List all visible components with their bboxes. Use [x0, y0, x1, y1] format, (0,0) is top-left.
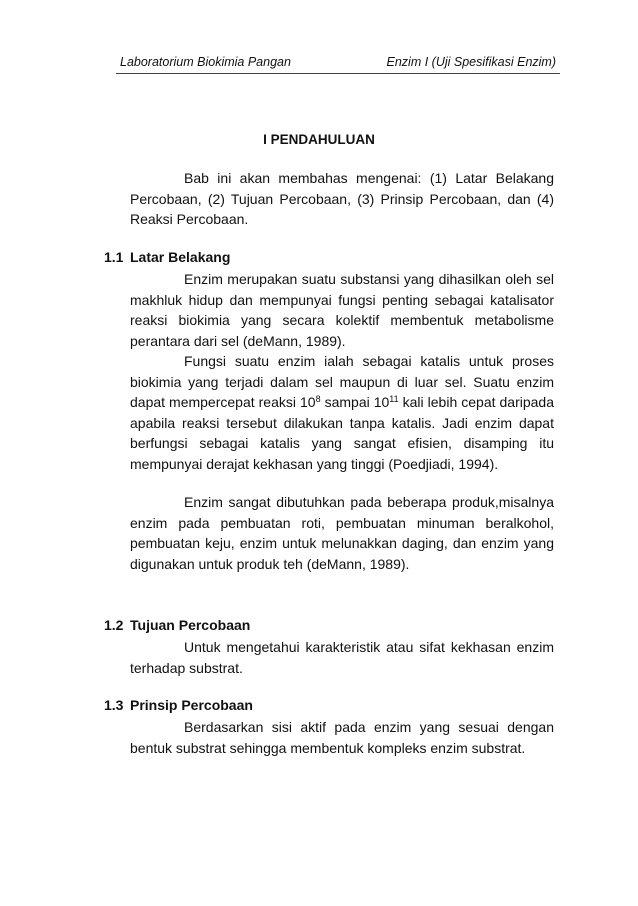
paragraph-text: Enzim merupakan suatu substansi yang dihasilkan oleh sel makhluk hidup dan mempunyai fungsi penting sebagai katalisator reaksi biokimia yang secara kolektif membentuk metabolisme perantara dari sel (deMann, 1989). [130, 271, 554, 349]
section-heading-1-2 [104, 617, 250, 633]
background-paragraph-3 [130, 492, 554, 574]
paragraph-text: kali lebih cepat daripada apabila reaksi tersebut dilakukan tanpa katalis. Jadi enzim dapat berfungsi sebagai katalis yang sangat efisien, disamping itu mempunyai derajat kekhasan yang tinggi (Poedjiadi, 1994). [130, 394, 554, 472]
superscript: 11 [389, 394, 399, 405]
section-number: 1.1 [104, 249, 124, 265]
background-paragraph-1 [130, 269, 554, 351]
superscript: 8 [315, 394, 321, 405]
section-title: Prinsip Percobaan [130, 697, 253, 713]
section-title: Tujuan Percobaan [130, 617, 251, 633]
intro-text: Bab ini akan membahas mengenai: (1) Latar Belakang Percobaan, (2) Tujuan Percobaan, (3) Prinsip Percobaan, dan (4) Reaksi Percobaan. [130, 170, 554, 228]
principle-paragraph [130, 717, 554, 758]
chapter-title: I PENDAHULUAN [263, 132, 375, 147]
section-number: 1.2 [104, 617, 124, 633]
page-header [116, 52, 560, 76]
background-paragraph-2 [130, 351, 554, 475]
section-number: 1.3 [104, 697, 124, 713]
paragraph-text: Fungsi suatu enzim ialah sebagai katalis untuk proses biokimia yang terjadi dalam sel maupun di luar sel. Suatu enzim dapat mempercepat reaksi 10 [130, 353, 554, 411]
objective-paragraph [130, 637, 554, 678]
section-heading-1-1 [104, 249, 230, 265]
header-left-text: Laboratorium Biokimia Pangan [120, 55, 291, 69]
paragraph-text: Untuk mengetahui karakteristik atau sifat kekhasan enzim terhadap substrat. [130, 639, 554, 676]
section-title: Latar Belakang [130, 249, 231, 265]
header-rule [116, 73, 560, 74]
section-heading-1-3 [104, 697, 253, 713]
paragraph-text: Berdasarkan sisi aktif pada enzim yang sesuai dengan bentuk substrat sehingga membentuk kompleks enzim substrat. [130, 719, 554, 756]
paragraph-text: sampai 10 [320, 394, 390, 411]
header-right-text: Enzim I (Uji Spesifikasi Enzim) [386, 55, 556, 69]
paragraph-text: Enzim sangat dibutuhkan pada beberapa produk,misalnya enzim pada pembuatan roti, pembuatan minuman beralkohol, pembuatan keju, enzim untuk melunakkan daging, dan enzim yang digunakan untuk produk teh (deMann, 1989). [130, 494, 554, 572]
intro-paragraph [130, 168, 554, 230]
